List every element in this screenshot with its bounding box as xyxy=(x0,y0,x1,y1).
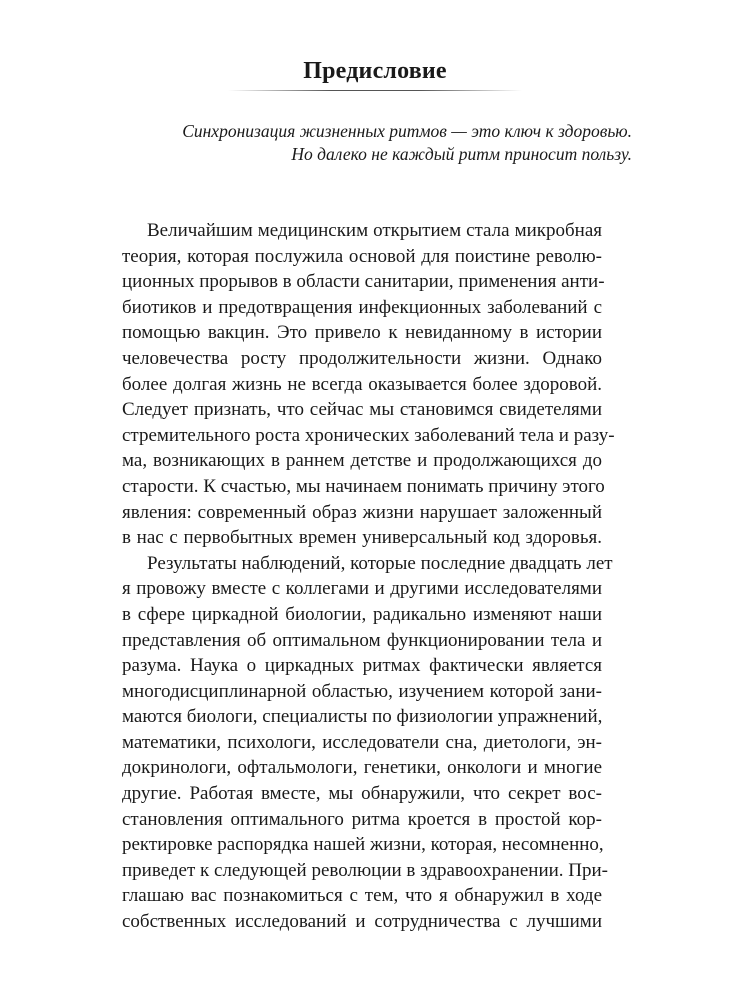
title-underline-rule xyxy=(228,90,522,91)
epigraph-line: Но далеко не каждый ритм приносит пользу. xyxy=(291,144,632,164)
text-line: другие. Работая вместе, мы обнаружили, что секрет вос- xyxy=(122,783,602,805)
paragraph-2 xyxy=(122,551,613,935)
text-line: разума. Наука о циркадных ритмах фактически является xyxy=(122,655,602,677)
body-text xyxy=(122,218,615,935)
text-line: докринологи, офтальмологи, генетики, онкологи и многие xyxy=(122,757,602,779)
text-line: маются биологи, специалисты по физиологии упражнений, xyxy=(122,706,603,728)
epigraph xyxy=(182,120,632,166)
text-line: явления: современный образ жизни нарушает заложенный xyxy=(122,501,602,523)
text-line: старости. К счастью, мы начинаем понимать причину этого xyxy=(122,475,605,497)
text-line: ректировке распорядка нашей жизни, которая, несомненно, xyxy=(122,834,604,856)
text-line: стремительного роста хронических заболеваний тела и разу- xyxy=(122,424,615,446)
text-line: Величайшим медицинским открытием стала микробная xyxy=(147,220,602,241)
text-line: представления об оптимальном функционировании тела и xyxy=(122,629,602,651)
text-line: Следует признать, что сейчас мы становимся свидетелями xyxy=(122,399,602,421)
text-line: я провожу вместе с коллегами и другими исследователями xyxy=(122,578,602,600)
text-line: глашаю вас познакомиться с тем, что я обнаружил в ходе xyxy=(122,885,602,907)
text-line: становления оптимального ритма кроется в простой кор- xyxy=(122,808,602,830)
text-line: собственных исследований и сотрудничества с лучшими xyxy=(122,911,602,933)
epigraph-line: Синхронизация жизненных ритмов — это ключ к здоровью. xyxy=(182,121,632,141)
text-line: ционных прорывов в области санитарии, применения анти- xyxy=(122,271,605,293)
text-line: математики, психологи, исследователи сна, диетологи, эн- xyxy=(122,731,602,753)
chapter-title: Предисловие xyxy=(303,58,447,84)
text-line: приведет к следующей революции в здравоохранении. При- xyxy=(122,859,609,881)
text-line: Результаты наблюдений, которые последние двадцать лет xyxy=(147,552,613,574)
text-line: в нас с первобытных времен универсальный код здоровья. xyxy=(122,527,602,549)
text-line: человечества росту продолжительности жизни. Однако xyxy=(122,347,602,369)
text-line: многодисциплинарной областью, изучением которой зани- xyxy=(122,680,602,702)
text-line: помощью вакцин. Это привело к невиданному в истории xyxy=(122,322,602,344)
text-line: в сфере циркадной биологии, радикально изменяют наши xyxy=(122,603,602,625)
text-line: более долгая жизнь не всегда оказывается более здоровой. xyxy=(122,373,602,395)
paragraph-1 xyxy=(122,218,615,551)
text-line: ма, возникающих в раннем детстве и продолжающихся до xyxy=(122,450,602,472)
text-line: биотиков и предотвращения инфекционных заболеваний с xyxy=(122,296,602,318)
text-line: теория, которая послужила основой для поистине револю- xyxy=(122,245,602,267)
